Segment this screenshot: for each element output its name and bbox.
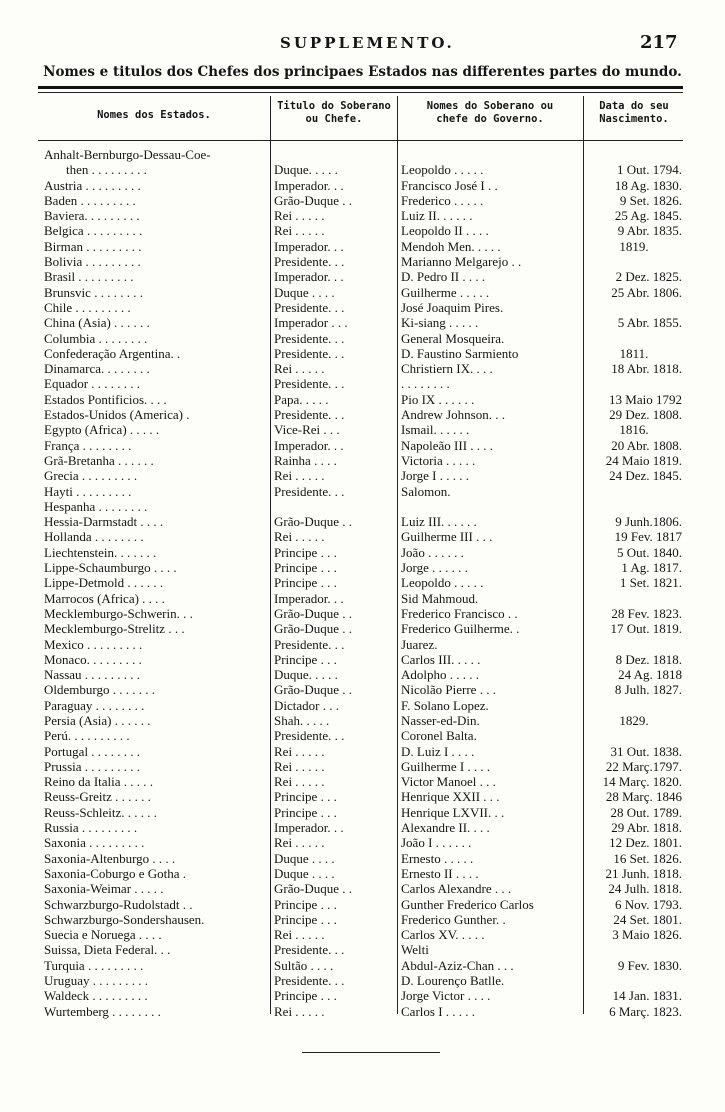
birth-date-cell: 13 Maio 1792 (609, 391, 682, 407)
state-cell: Turquia . . . . . . . . . (44, 957, 144, 973)
table-row (0, 147, 725, 162)
birth-date-cell: 6 Març. 1823. (609, 1003, 682, 1019)
ruler-name-cell: Marianno Melgarejo . . (401, 254, 522, 270)
state-cell: Persia (Asia) . . . . . . (44, 712, 151, 728)
title-cell: Presidente. . . (274, 345, 345, 361)
birth-date-cell: 14 Març. 1820. (602, 774, 682, 790)
table-row (0, 682, 725, 697)
table-row (0, 269, 725, 284)
state-cell: then . . . . . . . . . (66, 162, 147, 178)
ruler-name-cell: Juarez. (401, 636, 438, 652)
title-cell: Duque . . . . (274, 850, 335, 866)
birth-date-cell: 24 Dez. 1845. (609, 468, 682, 484)
ruler-name-cell: Henrique XXII . . . (401, 789, 500, 805)
title-cell: Presidente. . . (274, 483, 345, 499)
ruler-name-cell: João . . . . . . (401, 544, 464, 560)
table-row (0, 208, 725, 223)
table-row (0, 652, 725, 667)
title-cell: Rei . . . . . (274, 774, 325, 790)
ruler-name-cell: D. Lourenço Batlle. (401, 973, 505, 989)
table-row (0, 759, 725, 774)
birth-date-cell: 9 Junh.1806. (615, 514, 682, 530)
state-cell: Grecia . . . . . . . . . (44, 468, 138, 484)
table-row (0, 606, 725, 621)
birth-date-cell: 6 Nov. 1793. (614, 896, 682, 912)
state-cell: Marrocos (Africa) . . . . (44, 590, 165, 606)
table-row (0, 484, 725, 499)
state-cell: Grã-Bretanha . . . . . . (44, 452, 154, 468)
title-cell: Imperador . . . (274, 315, 348, 331)
ruler-name-cell: Jorge Victor . . . . (401, 988, 491, 1004)
state-cell: Perú. . . . . . . . . . (44, 728, 130, 744)
column-header-title: Titulo do Soberano ou Chefe. (277, 100, 391, 125)
state-cell: Saxonia-Altenburgo . . . . (44, 850, 176, 866)
birth-date-cell: 12 Dez. 1801. (609, 835, 682, 851)
title-cell: Grão-Duque . . (274, 682, 352, 698)
table-row (0, 958, 725, 973)
header-bottom-rule (38, 140, 683, 141)
state-cell: Prussia . . . . . . . . . (44, 758, 141, 774)
table-row (0, 361, 725, 376)
ruler-name-cell: Frederico Gunther. . (401, 911, 506, 927)
ruler-name-cell: Adolpho . . . . . (401, 667, 479, 683)
table-row (0, 805, 725, 820)
birth-date-cell: 9 Set. 1826. (619, 192, 682, 208)
state-cell: Reuss-Schleitz. . . . . . (44, 804, 158, 820)
title-cell: Presidente. . . (274, 942, 345, 958)
table-row (0, 621, 725, 636)
table-row (0, 927, 725, 942)
birth-date-cell: 17 Out. 1819. (610, 621, 682, 637)
birth-date-cell: 1819. (619, 238, 649, 254)
title-cell: Imperador. . . (274, 177, 344, 193)
birth-date-cell: 25 Abr. 1806. (611, 284, 682, 300)
title-cell: Principe . . . (274, 896, 337, 912)
table-row (0, 438, 725, 453)
ruler-name-cell: Leopoldo II . . . . (401, 223, 489, 239)
birth-date-cell: 8 Dez. 1818. (615, 651, 682, 667)
ruler-name-cell: Ismail. . . . . . (401, 422, 470, 438)
birth-date-cell: 28 Out. 1789. (610, 804, 682, 820)
table-row (0, 698, 725, 713)
ruler-name-cell: João I . . . . . . (401, 835, 472, 851)
ruler-name-cell: Carlos XV. . . . . (401, 927, 485, 943)
state-cell: Columbia . . . . . . . . (44, 330, 148, 346)
title-cell: Rei . . . . . (274, 223, 325, 239)
state-cell: Hessia-Darmstadt . . . . (44, 514, 164, 530)
table-row (0, 835, 725, 850)
birth-date-cell: 21 Junh. 1818. (605, 865, 682, 881)
ruler-name-cell: . . . . . . . . (401, 376, 450, 392)
table-row (0, 866, 725, 881)
table-row (0, 988, 725, 1003)
column-header-date: Data do seu Nascimento. (599, 100, 669, 125)
ruler-name-cell: Ki-siang . . . . . (401, 315, 479, 331)
title-cell: Principe . . . (274, 789, 337, 805)
ruler-name-cell: Guilherme I . . . . (401, 758, 491, 774)
ruler-name-cell: Mendoh Men. . . . . (401, 238, 501, 254)
title-cell: Imperador. . . (274, 269, 344, 285)
ruler-name-cell: Nicolão Pierre . . . (401, 682, 496, 698)
ruler-name-cell: Jorge I . . . . . (401, 468, 470, 484)
state-cell: Saxonia-Weimar . . . . . (44, 881, 164, 897)
table-subtitle: Nomes e titulos dos Chefes dos principaes Estados nas differentes partes do mundo. (43, 64, 682, 80)
birth-date-cell: 20 Abr. 1808. (611, 437, 682, 453)
table-row (0, 392, 725, 407)
ruler-name-cell: F. Solano Lopez. (401, 697, 489, 713)
ruler-name-cell: Pio IX . . . . . . (401, 391, 475, 407)
ruler-name-cell: Henrique LXVII. . . (401, 804, 505, 820)
ruler-name-cell: Welti (401, 942, 429, 958)
ruler-name-cell: Frederico Francisco . . (401, 605, 518, 621)
ruler-name-cell: Sid Mahmoud. (401, 590, 479, 606)
state-cell: Baviera. . . . . . . . . (44, 208, 140, 224)
top-rule-thin (38, 92, 683, 93)
birth-date-cell: 29 Abr. 1818. (611, 820, 682, 836)
state-cell: Belgica . . . . . . . . . (44, 223, 143, 239)
table-row (0, 820, 725, 835)
title-cell: Principe . . . (274, 988, 337, 1004)
table-row (0, 514, 725, 529)
table-row (0, 789, 725, 804)
state-cell: Paraguay . . . . . . . . (44, 697, 145, 713)
ruler-name-cell: Carlos I . . . . . (401, 1003, 476, 1019)
table-row (0, 376, 725, 391)
state-cell: Liechtenstein. . . . . . . (44, 544, 157, 560)
state-cell: Oldemburgo . . . . . . . (44, 682, 155, 698)
title-cell: Principe . . . (274, 804, 337, 820)
ruler-name-cell: Nasser-ed-Din. (401, 712, 480, 728)
state-cell: Schwarzburgo-Sondershausen. (44, 911, 205, 927)
title-cell: Rei . . . . . (274, 361, 325, 377)
state-cell: Schwarzburgo-Rudolstadt . . (44, 896, 193, 912)
table-row (0, 178, 725, 193)
ruler-name-cell: D. Pedro II . . . . (401, 269, 486, 285)
state-cell: Chile . . . . . . . . . (44, 299, 131, 315)
title-cell: Presidente. . . (274, 728, 345, 744)
title-cell: Shah. . . . . (274, 712, 330, 728)
state-cell: Waldeck . . . . . . . . . (44, 988, 148, 1004)
top-rule (38, 86, 683, 89)
title-cell: Presidente. . . (274, 376, 345, 392)
title-cell: Duque . . . . (274, 284, 335, 300)
birth-date-cell: 3 Maio 1826. (612, 927, 682, 943)
column-header-name: Nomes do Soberano ou chefe do Governo. (426, 100, 554, 125)
title-cell: Principe . . . (274, 544, 337, 560)
state-cell: França . . . . . . . . (44, 437, 132, 453)
ruler-name-cell: Jorge . . . . . . (401, 560, 468, 576)
title-cell: Imperador. . . (274, 820, 344, 836)
birth-date-cell: 22 Març.1797. (605, 758, 682, 774)
birth-date-cell: 24 Set. 1801. (613, 911, 682, 927)
state-cell: Reino da Italia . . . . . (44, 774, 154, 790)
column-header-state: Nomes dos Estados. (97, 109, 211, 121)
table-row (0, 239, 725, 254)
table-row (0, 637, 725, 652)
birth-date-cell: 5 Out. 1840. (617, 544, 682, 560)
ruler-name-cell: Carlos III. . . . . (401, 651, 481, 667)
title-cell: Principe . . . (274, 911, 337, 927)
state-cell: Brunsvic . . . . . . . . (44, 284, 143, 300)
birth-date-cell: 31 Out. 1838. (610, 743, 682, 759)
ruler-name-cell: D. Luiz I . . . . (401, 743, 475, 759)
state-cell: Hayti . . . . . . . . . (44, 483, 132, 499)
birth-date-cell: 24 Ag. 1818 (618, 667, 682, 683)
title-cell: Presidente. . . (274, 299, 345, 315)
ruler-name-cell: José Joaquim Pires. (401, 299, 504, 315)
state-cell: Estados-Unidos (America) . (44, 407, 190, 423)
state-cell: Anhalt-Bernburgo-Dessau-Coe- (44, 147, 211, 162)
birth-date-cell: 2 Dez. 1825. (615, 269, 682, 285)
table-row (0, 468, 725, 483)
birth-date-cell: 1 Out. 1794. (617, 162, 682, 178)
title-cell: Rei . . . . . (274, 927, 325, 943)
title-cell: Presidente. . . (274, 330, 345, 346)
ruler-name-cell: Abdul-Aziz-Chan . . . (401, 957, 514, 973)
table-row (0, 881, 725, 896)
table-row (0, 300, 725, 315)
ruler-name-cell: Christiern IX. . . . (401, 361, 493, 377)
ruler-name-cell: Frederico . . . . . (401, 192, 484, 208)
state-cell: Mexico . . . . . . . . . (44, 636, 143, 652)
state-cell: Baden . . . . . . . . . (44, 192, 136, 208)
title-cell: Rei . . . . . (274, 758, 325, 774)
birth-date-cell: 5 Abr. 1855. (617, 315, 682, 331)
state-cell: Estados Pontificios. . . . (44, 391, 167, 407)
state-cell: Russia . . . . . . . . . (44, 820, 138, 836)
title-cell: Rei . . . . . (274, 835, 325, 851)
title-cell: Grão-Duque . . (274, 514, 352, 530)
birth-date-cell: 14 Jan. 1831. (612, 988, 682, 1004)
title-cell: Papa. . . . . (274, 391, 329, 407)
table-row (0, 560, 725, 575)
birth-date-cell: 16 Set. 1826. (613, 850, 682, 866)
title-cell: Principe . . . (274, 575, 337, 591)
table-row (0, 331, 725, 346)
state-cell: Egypto (Africa) . . . . . (44, 422, 160, 438)
ruler-name-cell: Luiz II. . . . . . (401, 208, 473, 224)
birth-date-cell: 28 Març. 1846 (605, 789, 682, 805)
title-cell: Presidente. . . (274, 407, 345, 423)
table-row (0, 529, 725, 544)
birth-date-cell: 9 Fev. 1830. (617, 957, 682, 973)
table-row (0, 667, 725, 682)
ruler-name-cell: Victoria . . . . . (401, 452, 476, 468)
ruler-name-cell: General Mosqueira. (401, 330, 505, 346)
birth-date-cell: 24 Julh. 1818. (608, 881, 682, 897)
title-cell: Imperador. . . (274, 437, 344, 453)
table-body (0, 147, 725, 1019)
ruler-name-cell: Guilherme III . . . (401, 529, 493, 545)
title-cell: Principe . . . (274, 560, 337, 576)
ruler-name-cell: Coronel Balta. (401, 728, 477, 744)
title-cell: Dictador . . . (274, 697, 339, 713)
state-cell: Saxonia . . . . . . . . . (44, 835, 145, 851)
state-cell: Birman . . . . . . . . . (44, 238, 142, 254)
state-cell: Monaco. . . . . . . . . (44, 651, 142, 667)
title-cell: Sultão . . . . (274, 957, 334, 973)
title-cell: Grão-Duque . . (274, 881, 352, 897)
birth-date-cell: 1 Set. 1821. (619, 575, 682, 591)
state-cell: Brasil . . . . . . . . . (44, 269, 134, 285)
birth-date-cell: 1 Ag. 1817. (621, 560, 682, 576)
ruler-name-cell: Napoleão III . . . . (401, 437, 494, 453)
title-cell: Presidente. . . (274, 254, 345, 270)
state-cell: Uruguay . . . . . . . . . (44, 973, 148, 989)
title-cell: Presidente. . . (274, 636, 345, 652)
table-row (0, 407, 725, 422)
table-row (0, 162, 725, 177)
title-cell: Duque . . . . (274, 865, 335, 881)
birth-date-cell: 24 Maio 1819. (605, 452, 682, 468)
table-row (0, 545, 725, 560)
page-number: 217 (640, 32, 678, 53)
birth-date-cell: 1816. (619, 422, 649, 438)
state-cell: Austria . . . . . . . . . (44, 177, 141, 193)
title-cell: Rei . . . . . (274, 529, 325, 545)
table-row (0, 728, 725, 743)
birth-date-cell: 1829. (619, 712, 649, 728)
table-row (0, 973, 725, 988)
title-cell: Grão-Duque . . (274, 621, 352, 637)
table-row (0, 193, 725, 208)
birth-date-cell: 25 Ag. 1845. (614, 208, 682, 224)
state-cell: Lippe-Schaumburgo . . . . (44, 560, 177, 576)
state-cell: Bolivia . . . . . . . . . (44, 254, 141, 270)
birth-date-cell: 8 Julh. 1827. (614, 682, 682, 698)
table-row (0, 346, 725, 361)
state-cell: Mecklemburgo-Schwerin. . . (44, 605, 193, 621)
title-cell: Duque. . . . . (274, 667, 338, 683)
table-row (0, 315, 725, 330)
birth-date-cell: 19 Fev. 1817 (614, 529, 682, 545)
state-cell: Reuss-Greitz . . . . . . (44, 789, 151, 805)
state-cell: Hespanha . . . . . . . . (44, 498, 148, 514)
table-row (0, 575, 725, 590)
table-row (0, 912, 725, 927)
state-cell: China (Asia) . . . . . . (44, 315, 150, 331)
table-row (0, 713, 725, 728)
table-row (0, 942, 725, 957)
table-row (0, 223, 725, 238)
title-cell: Rainha . . . . (274, 452, 337, 468)
state-cell: Equador . . . . . . . . (44, 376, 141, 392)
table-row (0, 422, 725, 437)
footer-rule (302, 1052, 440, 1053)
state-cell: Saxonia-Coburgo e Gotha . (44, 865, 187, 881)
page-title: SUPPLEMENTO. (280, 34, 455, 52)
table-row (0, 851, 725, 866)
ruler-name-cell: Leopoldo . . . . . (401, 162, 484, 178)
ruler-name-cell: D. Faustino Sarmiento (401, 345, 519, 361)
state-cell: Dinamarca. . . . . . . . (44, 361, 150, 377)
ruler-name-cell: Salomon. (401, 483, 451, 499)
title-cell: Rei . . . . . (274, 743, 325, 759)
table-row (0, 744, 725, 759)
birth-date-cell: 18 Abr. 1818. (611, 361, 682, 377)
birth-date-cell: 29 Dez. 1808. (609, 407, 682, 423)
title-cell: Presidente. . . (274, 973, 345, 989)
table-row (0, 499, 725, 514)
table-row (0, 1004, 725, 1019)
ruler-name-cell: Francisco José I . . (401, 177, 498, 193)
table-row (0, 254, 725, 269)
birth-date-cell: 18 Ag. 1830. (614, 177, 682, 193)
title-cell: Rei . . . . . (274, 208, 325, 224)
ruler-name-cell: Gunther Frederico Carlos (401, 896, 534, 912)
table-row (0, 774, 725, 789)
birth-date-cell: 1811. (619, 345, 649, 361)
state-cell: Wurtemberg . . . . . . . . (44, 1003, 161, 1019)
state-cell: Confederação Argentina. . (44, 345, 181, 361)
title-cell: Rei . . . . . (274, 468, 325, 484)
birth-date-cell: 9 Abr. 1835. (617, 223, 682, 239)
table-row (0, 897, 725, 912)
table-row (0, 285, 725, 300)
state-cell: Nassau . . . . . . . . . (44, 667, 141, 683)
ruler-name-cell: Ernesto . . . . . (401, 850, 474, 866)
ruler-name-cell: Ernesto II . . . . (401, 865, 479, 881)
title-cell: Vice-Rei . . . (274, 422, 340, 438)
state-cell: Suissa, Dieta Federal. . . (44, 942, 171, 958)
ruler-name-cell: Guilherme . . . . . (401, 284, 490, 300)
state-cell: Hollanda . . . . . . . . (44, 529, 144, 545)
ruler-name-cell: Frederico Guilherme. . (401, 621, 520, 637)
title-cell: Imperador. . . (274, 590, 344, 606)
table-row (0, 591, 725, 606)
ruler-name-cell: Andrew Johnson. . . (401, 407, 505, 423)
state-cell: Lippe-Detmold . . . . . . (44, 575, 164, 591)
ruler-name-cell: Carlos Alexandre . . . (401, 881, 512, 897)
title-cell: Rei . . . . . (274, 1003, 325, 1019)
ruler-name-cell: Alexandre II. . . . (401, 820, 490, 836)
table-row (0, 453, 725, 468)
ruler-name-cell: Victor Manoel . . . (401, 774, 496, 790)
title-cell: Imperador. . . (274, 238, 344, 254)
ruler-name-cell: Luiz III. . . . . . (401, 514, 477, 530)
birth-date-cell: 28 Fev. 1823. (611, 605, 682, 621)
title-cell: Grão-Duque . . (274, 605, 352, 621)
title-cell: Grão-Duque . . (274, 192, 352, 208)
title-cell: Principe . . . (274, 651, 337, 667)
title-cell: Duque. . . . . (274, 162, 338, 178)
state-cell: Portugal . . . . . . . . (44, 743, 141, 759)
state-cell: Mecklemburgo-Strelitz . . . (44, 621, 185, 637)
state-cell: Suecia e Noruega . . . . (44, 927, 162, 943)
ruler-name-cell: Leopoldo . . . . . (401, 575, 484, 591)
